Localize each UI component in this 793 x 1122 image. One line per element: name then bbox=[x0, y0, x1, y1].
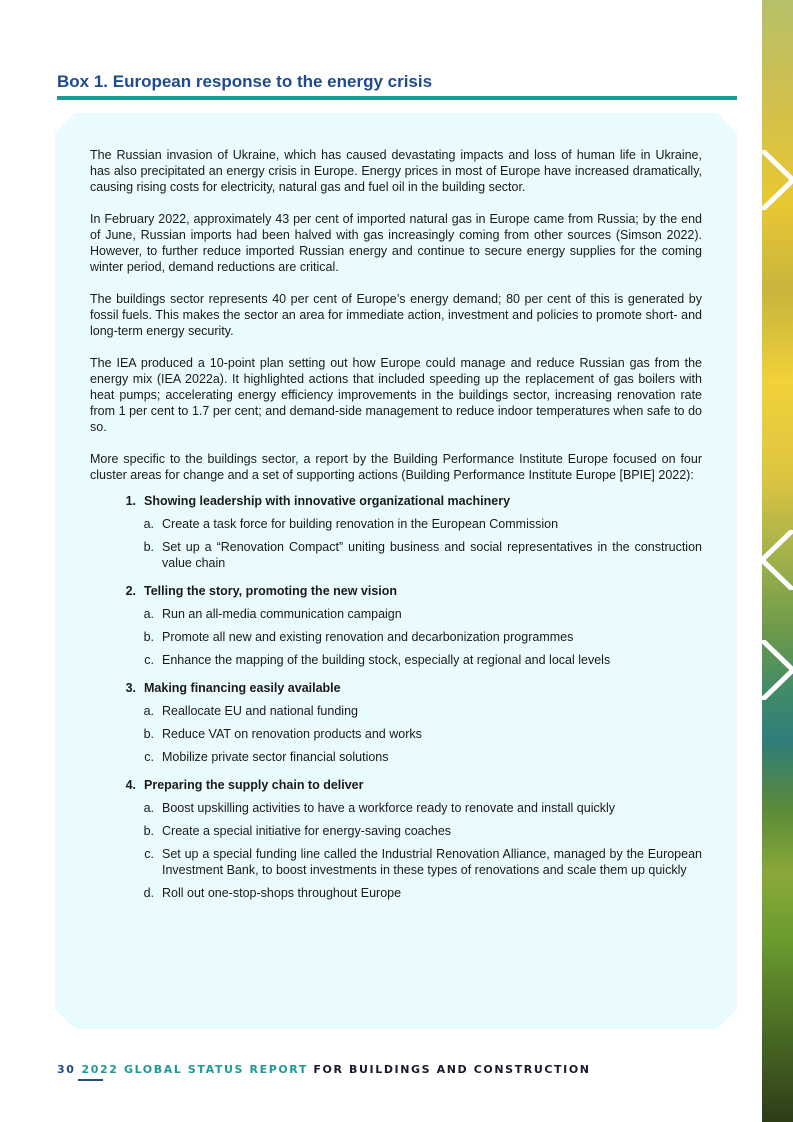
report-name: 2022 GLOBAL STATUS REPORT bbox=[81, 1063, 308, 1076]
action-letter: b. bbox=[143, 824, 154, 838]
report-subtitle: FOR BUILDINGS AND CONSTRUCTION bbox=[308, 1063, 591, 1076]
chevron-decoration bbox=[762, 640, 793, 700]
list-number: 1. bbox=[125, 494, 136, 508]
paragraph: The IEA produced a 10-point plan setting out how Europe could manage and reduce Russian gas from the energy mix (IEA 2022a). It highlighted actions that included speeding up the replacement of gas boilers with heat pumps; accelerating energy efficiency improvements in the buildings sector, increasing renovation rate from 1 per cent to 1.7 per cent; and demand-side management to reduce indoor temperatures when safe to do so. bbox=[90, 356, 702, 434]
action-text: Promote all new and existing renovation and decarbonization programmes bbox=[162, 630, 574, 644]
action-text: Create a special initiative for energy-saving coaches bbox=[162, 824, 452, 838]
list-number: 3. bbox=[125, 681, 136, 695]
action-letter: b. bbox=[143, 540, 154, 554]
action-letter: a. bbox=[143, 517, 154, 531]
action-letter: a. bbox=[143, 704, 154, 718]
chevron-decoration bbox=[762, 530, 793, 590]
action-letter: c. bbox=[144, 653, 154, 667]
cluster-list bbox=[90, 493, 702, 901]
paragraph: More specific to the buildings sector, a report by the Building Performance Institute Europe focused on four cluster areas for change and a set of supporting actions (Building Performance Institute Europe [BPIE] 2022): bbox=[90, 452, 702, 482]
action-item bbox=[90, 823, 702, 839]
paragraph: In February 2022, approximately 43 per cent of imported natural gas in Europe came from Russia; by the end of June, Russian imports had been halved with gas increasingly coming from other sources (Simson 2022). However, to further reduce imported Russian energy and continue to secure energy supplies for the coming winter period, demand reductions are critical. bbox=[90, 212, 702, 274]
action-text: Set up a “Renovation Compact” uniting business and social representatives in the construction value chain bbox=[162, 540, 702, 570]
action-letter: c. bbox=[144, 847, 154, 861]
action-item bbox=[90, 885, 702, 901]
cluster-title: Making financing easily available bbox=[144, 681, 341, 695]
action-item bbox=[90, 606, 702, 622]
box-title: Box 1. European response to the energy crisis bbox=[57, 72, 433, 91]
action-item bbox=[90, 516, 702, 532]
title-divider bbox=[57, 96, 737, 100]
list-number: 2. bbox=[125, 584, 136, 598]
action-text: Roll out one-stop-shops throughout Europe bbox=[162, 886, 402, 900]
action-letter: b. bbox=[143, 727, 154, 741]
action-text: Create a task force for building renovation in the European Commission bbox=[162, 517, 559, 531]
action-item bbox=[90, 726, 702, 742]
decorative-photo-strip bbox=[762, 0, 793, 1122]
cluster-title: Preparing the supply chain to deliver bbox=[144, 778, 364, 792]
cluster-heading bbox=[90, 777, 702, 793]
action-text: Reallocate EU and national funding bbox=[162, 704, 358, 718]
action-letter: a. bbox=[143, 607, 154, 621]
list-item bbox=[90, 680, 702, 765]
box-content bbox=[90, 147, 702, 913]
page-footer bbox=[57, 1063, 591, 1076]
action-item bbox=[90, 703, 702, 719]
page-number: 30 bbox=[57, 1063, 76, 1076]
list-number: 4. bbox=[125, 778, 136, 792]
cluster-title: Telling the story, promoting the new vision bbox=[144, 584, 398, 598]
footer-divider bbox=[78, 1079, 103, 1081]
action-text: Boost upskilling activities to have a workforce ready to renovate and install quickly bbox=[162, 801, 616, 815]
cluster-heading bbox=[90, 493, 702, 509]
action-text: Run an all-media communication campaign bbox=[162, 607, 402, 621]
action-item bbox=[90, 652, 702, 668]
paragraph: The Russian invasion of Ukraine, which has caused devastating impacts and loss of human life in Ukraine, has also precipitated an energy crisis in Europe. Energy prices in most of Europe have increased dramatically, causing rising costs for electricity, natural gas and fuel oil in the building sector. bbox=[90, 148, 702, 194]
action-item bbox=[90, 539, 702, 571]
list-item bbox=[90, 583, 702, 668]
action-item bbox=[90, 846, 702, 878]
action-letter: b. bbox=[143, 630, 154, 644]
action-item bbox=[90, 629, 702, 645]
chevron-decoration bbox=[762, 150, 793, 210]
paragraph: The buildings sector represents 40 per cent of Europe’s energy demand; 80 per cent of this is generated by fossil fuels. This makes the sector an area for immediate action, investment and policies to promote short- and long-term energy security. bbox=[90, 292, 702, 338]
action-text: Enhance the mapping of the building stock, especially at regional and local levels bbox=[162, 653, 611, 667]
action-item bbox=[90, 800, 702, 816]
list-item bbox=[90, 493, 702, 571]
action-letter: d. bbox=[143, 886, 154, 900]
cluster-heading bbox=[90, 583, 702, 599]
action-text: Set up a special funding line called the Industrial Renovation Alliance, managed by the European Investment Bank, to boost investments in these types of renovations and scale them up quickly bbox=[162, 847, 702, 877]
cluster-heading bbox=[90, 680, 702, 696]
action-text: Mobilize private sector financial solutions bbox=[162, 750, 389, 764]
cluster-title: Showing leadership with innovative organizational machinery bbox=[144, 494, 511, 508]
action-item bbox=[90, 749, 702, 765]
list-item bbox=[90, 777, 702, 901]
action-letter: c. bbox=[144, 750, 154, 764]
action-letter: a. bbox=[143, 801, 154, 815]
action-text: Reduce VAT on renovation products and works bbox=[162, 727, 422, 741]
